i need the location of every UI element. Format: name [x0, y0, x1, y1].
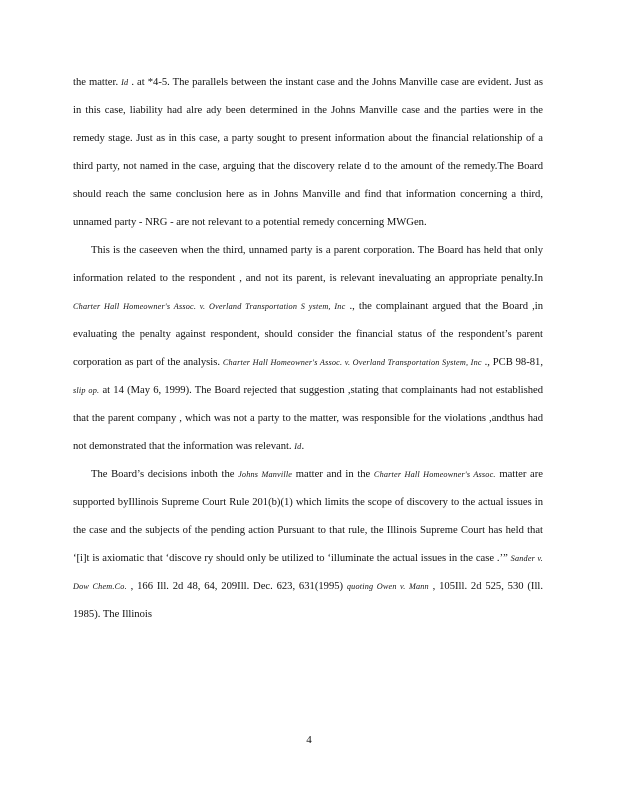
citation-text: Charter Hall Homeowner's Assoc. v. Overland Transportation System, Inc	[222, 358, 482, 367]
citation-text: Johns Manville	[238, 470, 293, 479]
body-text	[73, 69, 543, 629]
citation-text: Id	[294, 442, 302, 451]
paragraph-text: .	[301, 441, 305, 452]
paragraph	[73, 69, 543, 237]
paragraph-text: ., PCB 98-81,	[481, 357, 543, 368]
paragraph	[73, 237, 543, 461]
paragraph-text: matter are supported byIllinois Supreme Court Rule 201(b)(1) which limits the scope of discovery to the actual issues in the case and the subjects of the pending action Pursuant to that rule, the Illinois Supreme Court has held that ‘[i]t is axiomatic that ‘discove ry should only be utilized to ‘illuminate the actual issues in the case .’”	[73, 469, 543, 564]
paragraph-text: , 166 Ill. 2d 48, 64, 209Ill. Dec. 623, 631(1995)	[126, 581, 347, 592]
citation-text: slip op.	[73, 386, 100, 395]
citation-text: Id	[121, 78, 129, 87]
citation-text: Charter Hall Homeowner's Assoc. v. Overland Transportation S ystem, Inc	[73, 302, 346, 311]
paragraph-text: the matter.	[73, 77, 122, 88]
paragraph-text: The Board’s decisions inboth the	[91, 469, 239, 480]
paragraph-text: matter and in the	[292, 469, 374, 480]
citation-text: Sander v. Dow Chem.Co.	[73, 554, 543, 591]
page-number: 4	[306, 734, 312, 746]
paragraph-text: This is the caseeven when the third, unnamed party is a parent corporation. The Board has held that only information related to the respondent , and not its parent, is relevant inevaluating an appropriate penalty.In	[73, 245, 543, 284]
citation-text: quoting Owen v. Mann	[346, 582, 429, 591]
citation-text: Charter Hall Homeowner's Assoc.	[373, 470, 496, 479]
paragraph-text: at 14 (May 6, 1999). The Board rejected that suggestion ,stating that complainants had not established that the parent company , which was not a party to the matter, was responsible for the violations ,andthus had not demonstrated that the information was relevant.	[73, 385, 543, 452]
paragraph-text: ., the complainant argued that the Board ,in evaluating the penalty against respondent, should consider the financial status of the respondent’s parent corporation as part of the analysis.	[73, 301, 543, 368]
paragraph-text: . at *4-5. The parallels between the instant case and the Johns Manville case are evident. Just as in this case, liability had alre ady been determined in the Johns Manville case and the parties were in the remedy stage. Just as in this case, a party sought to present information about the financial relationship of a third party, not named in the case, arguing that the discovery relate d to the amount of the remedy.The Board should reach the same conclusion here as in Johns Manville and find that information concerning a third, unnamed party - NRG - are not relevant to a potential remedy concerning MWGen.	[73, 77, 543, 228]
paragraph	[73, 461, 543, 629]
paragraph-text: , 105Ill. 2d 525, 530 (Ill. 1985). The Illinois	[73, 581, 543, 620]
